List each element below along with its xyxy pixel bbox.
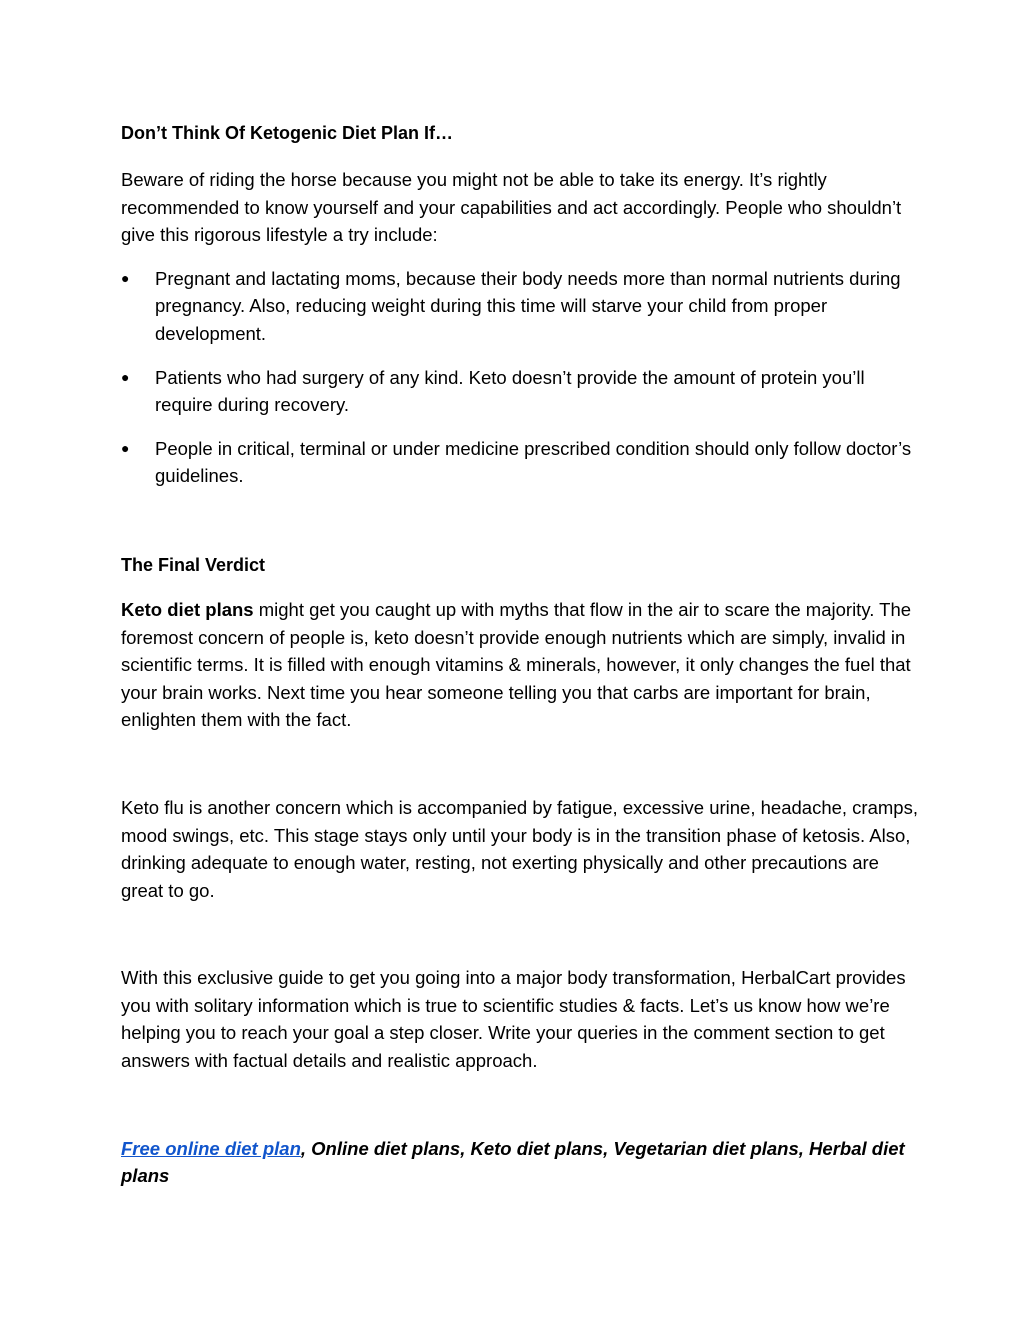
tags-line <box>121 1135 921 1190</box>
verdict-paragraph-text: might get you caught up with myths that flow in the air to scare the majority. The foremost concern of people is, keto doesn’t provide enough nutrients which are simply, invalid in scientific terms. It is filled with enough vitamins & minerals, however, it only changes the fuel that your brain works. Next time you hear someone telling you that carbs are important for brain, enlighten them with the fact. <box>121 598 912 731</box>
tags-text: , Online diet plans, Keto diet plans, Vegetarian diet plans, Herbal diet plans <box>121 1137 905 1187</box>
bullet-icon: ● <box>121 269 130 286</box>
section-heading-final-verdict: The Final Verdict <box>121 554 266 575</box>
keto-flu-paragraph: Keto flu is another concern which is accompanied by fatigue, excessive urine, headache, cramps, mood swings, etc. This stage stays only until your body is in the transition phase of ketosis. Also, drinking adequate to enough water, resting, not exerting physically and other precautions are great to go. <box>121 796 918 901</box>
document-page <box>121 120 921 1190</box>
verdict-paragraph <box>121 596 921 734</box>
bullet-list <box>121 265 921 490</box>
herbalcart-paragraph: With this exclusive guide to get you going into a major body transformation, HerbalCart provides you with solitary information which is true to scientific studies & facts. Let’s us know how we’re helping you to reach your goal a step closer. Write your queries in the comment section to get answers with factual details and realistic approach. <box>121 967 906 1072</box>
bullet-icon: ● <box>121 368 130 385</box>
list-item <box>121 265 921 348</box>
list-item-text: People in critical, terminal or under medicine prescribed condition should only follow doctor’s guidelines. <box>155 437 912 487</box>
section-heading-keto-warning: Don’t Think Of Ketogenic Diet Plan If… <box>121 123 454 143</box>
list-item-text: Pregnant and lactating moms, because their body needs more than normal nutrients during pregnancy. Also, reducing weight during this time will starve your child from proper development. <box>155 267 901 344</box>
list-item <box>121 364 921 419</box>
list-item-text: Patients who had surgery of any kind. Keto doesn’t provide the amount of protein you’ll require during recovery. <box>155 366 865 416</box>
keto-diet-plans-bold: Keto diet plans <box>121 598 254 620</box>
intro-paragraph: Beware of riding the horse because you might not be able to take its energy. It’s rightly recommended to know yourself and your capabilities and act accordingly. People who shouldn’t give this rigorous lifestyle a try include: <box>121 169 902 246</box>
list-item <box>121 435 921 490</box>
free-online-diet-plan-link[interactable]: Free online diet plan <box>121 1137 301 1159</box>
bullet-icon: ● <box>121 439 130 456</box>
